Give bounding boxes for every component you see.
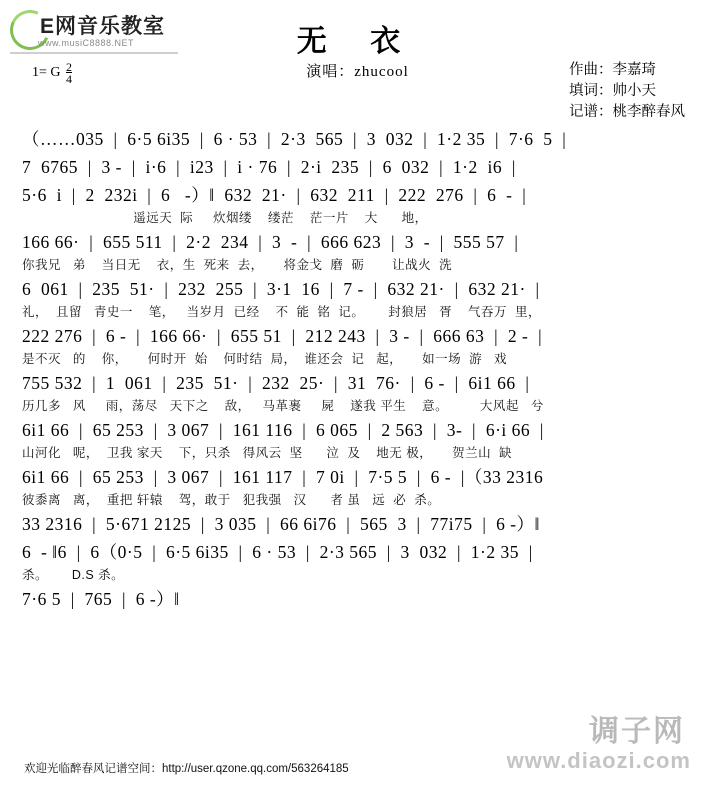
notation-row: 222 276 | 6 - | 166 66· | 655 51 | 212 243 | 3 - | 666 63 | 2 - | xyxy=(22,326,543,346)
score-line xyxy=(22,567,694,584)
score-line xyxy=(22,511,694,537)
score-line xyxy=(22,539,694,565)
lyrics-row: 山河化 呢， 卫我 家天 下，只杀 得风云 坚 泣 及 地无 极， 贺兰山 缺 xyxy=(22,446,513,460)
credit-lyricist: 填词：帅小天 xyxy=(569,83,656,99)
score-line xyxy=(22,398,694,415)
credit-transcriber: 记谱：桃李醉春风 xyxy=(569,104,685,120)
score-line xyxy=(22,323,694,349)
score-line xyxy=(22,304,694,321)
notation-row: （……035 | 6·5 6i35 | 6 · 53 | 2·3 565 | 3 032 | 1·2 35 | 7·6 5 | xyxy=(22,129,567,149)
notation-row: 6i1 66 | 65 253 | 3 067 | 161 116 | 6 065 | 2 563 | 3- | 6·i 66 | xyxy=(22,420,544,440)
logo-subtext: www.musiC8888.NET xyxy=(38,38,135,48)
score-line xyxy=(22,257,694,274)
logo-text: E网音乐教室 xyxy=(40,15,166,38)
score-line xyxy=(22,417,694,443)
singer-label: 演唱：zhucool xyxy=(306,64,409,80)
key-signature xyxy=(32,62,72,84)
score-line xyxy=(22,445,694,462)
score-line xyxy=(22,492,694,509)
score-body xyxy=(22,126,694,614)
score-line xyxy=(22,464,694,490)
score-line xyxy=(22,182,694,208)
score-line xyxy=(22,126,694,152)
score-line xyxy=(22,154,694,180)
notation-row: 6 061 | 235 51· | 232 255 | 3·1 16 | 7 - | 632 21· | 632 21· | xyxy=(22,279,540,299)
lyrics-row: 彼黍离 离， 重把 轩辕 驾，敢于 犯我强 汉 者 虽 远 必 杀。 xyxy=(22,493,441,507)
lyrics-row: 是不灭 的 你， 何时开 始 何时结 局， 谁还会 记 起， 如一场 游 戏 xyxy=(22,352,507,366)
score-line xyxy=(22,276,694,302)
credits-block xyxy=(569,60,685,123)
key-label: 1= G xyxy=(32,65,61,81)
watermark-url: www.diaozi.com xyxy=(506,748,691,773)
lyrics-row: 杀。 D.S 杀。 xyxy=(22,568,125,582)
notation-row: 33 2316 | 5·671 2125 | 3 035 | 66 6i76 | 565 3 | 77i75 | 6 -）‖ xyxy=(22,514,540,534)
notation-row: 5·6 i | 2 232i | 6 -）‖ 632 21· | 632 211 | 222 276 | 6 - | xyxy=(22,185,527,205)
notation-row: 755 532 | 1 061 | 235 51· | 232 25· | 31 76· | 6 - | 6i1 66 | xyxy=(22,373,530,393)
score-line xyxy=(22,351,694,368)
score-line xyxy=(22,229,694,255)
credit-composer: 作曲：李嘉琦 xyxy=(569,62,656,78)
lyrics-row: 遥远天 际 炊烟缕 缕茫 茫一片 大 地， xyxy=(22,211,428,225)
score-line xyxy=(22,586,694,612)
score-line xyxy=(22,210,694,227)
lyrics-row: 礼， 且留 青史一 笔， 当岁月 已经 不 能 铭 记。 封狼居 胥 气吞万 里， xyxy=(22,305,541,319)
lyrics-row: 你我兄 弟 当日无 衣，生 死来 去， 将金戈 磨 砺 让战火 洗 xyxy=(22,258,453,272)
notation-row: 6i1 66 | 65 253 | 3 067 | 161 117 | 7 0i | 7·5 5 | 6 - |（33 2316 xyxy=(22,467,544,487)
watermark-brand: 调子网 xyxy=(589,715,685,748)
notation-row: 7 6765 | 3 - | i·6 | i23 | i · 76 | 2·i 235 | 6 032 | 1·2 i6 | xyxy=(22,157,516,177)
notation-row: 166 66· | 655 511 | 2·2 234 | 3 - | 666 623 | 3 - | 555 57 | xyxy=(22,232,519,252)
page-title: 无 衣 xyxy=(296,25,419,58)
time-signature-numerator: 2 xyxy=(66,60,73,74)
footer-note: 欢迎光临醉春风记谱空间：http://user.qzone.qq.com/563264185 xyxy=(24,763,349,775)
score-line xyxy=(22,370,694,396)
notation-row: 7·6 5 | 765 | 6 -）‖ xyxy=(22,589,180,609)
time-signature-denominator: 4 xyxy=(66,72,73,86)
lyrics-row: 历几多 风 雨，荡尽 天下之 敌， 马革裹 屍 遂我 平生 意。 大风起 兮 xyxy=(22,399,544,413)
time-signature xyxy=(66,62,72,84)
notation-row: 6 - ‖6 | 6（0·5 | 6·5 6i35 | 6 · 53 | 2·3 565 | 3 032 | 1·2 35 | xyxy=(22,542,533,562)
